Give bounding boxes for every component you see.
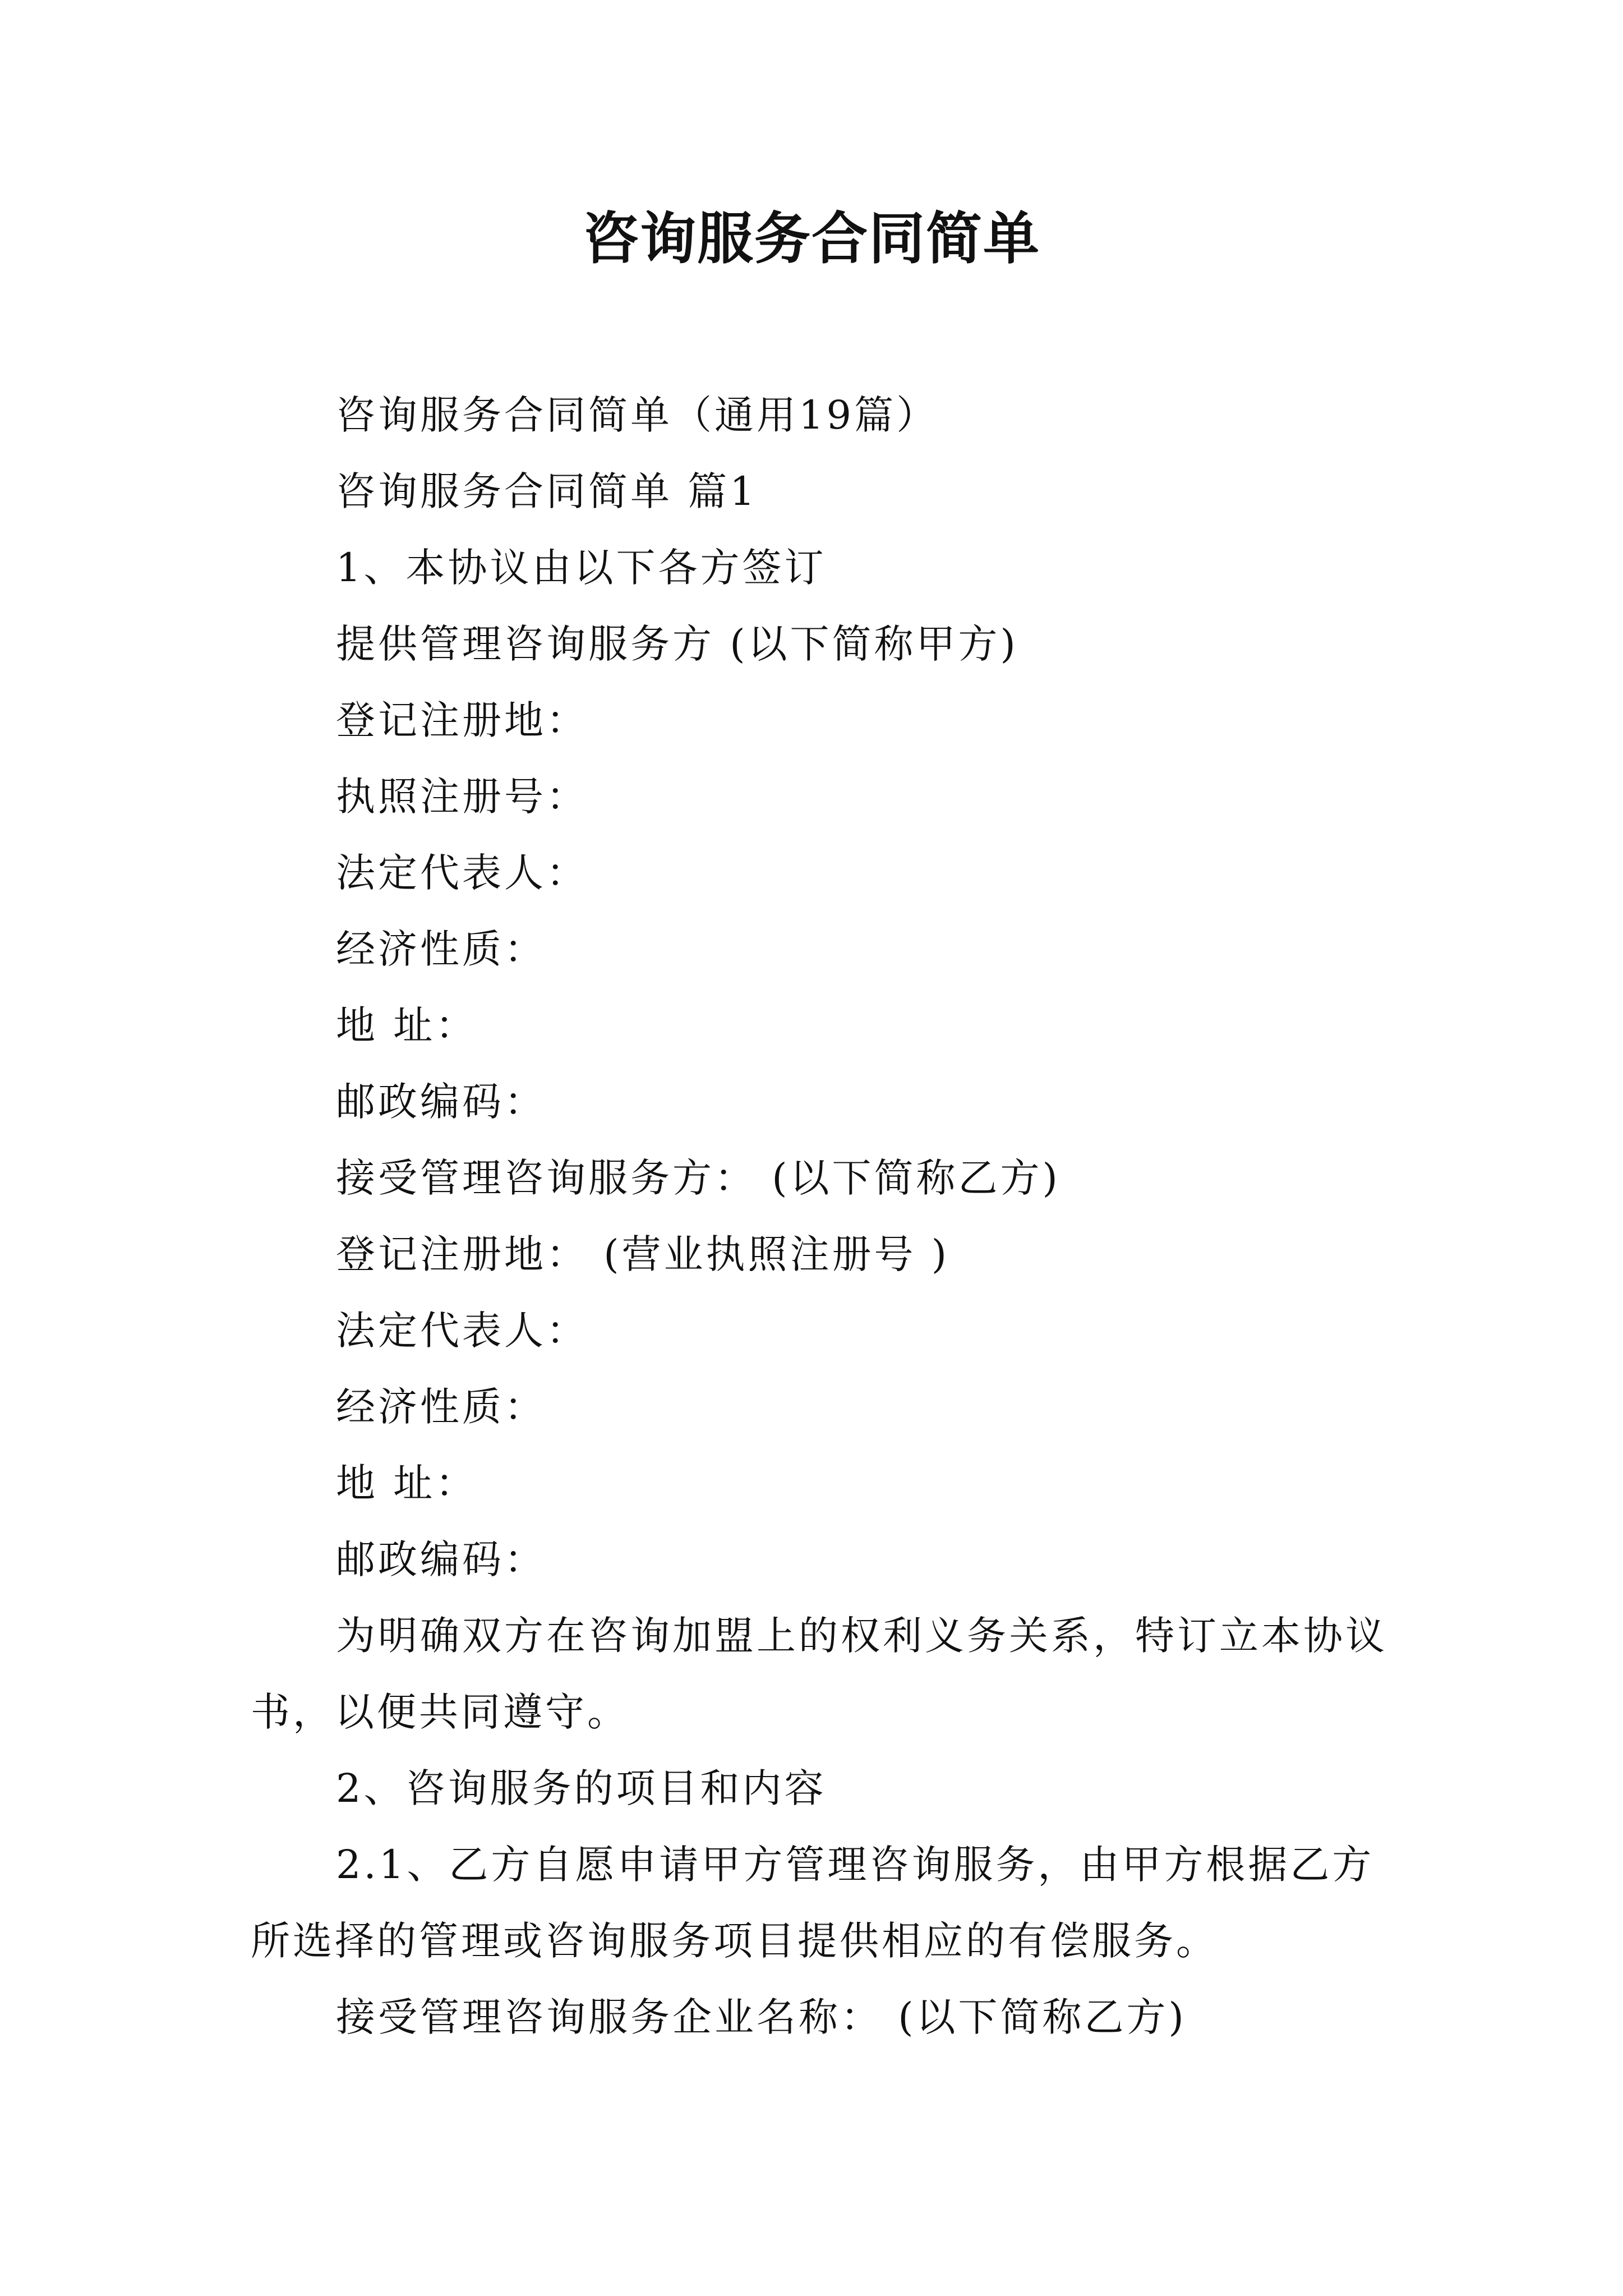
paragraph: 地 址：	[336, 1460, 478, 1506]
document-title: 咨询服务合同简单	[583, 205, 1040, 272]
paragraph: 2.1、乙方自愿申请甲方管理咨询服务，由甲方根据乙方所选择的管理或咨询服务项目提供相应的有偿服务。	[251, 1842, 1375, 1964]
paragraph: 法定代表人：	[336, 1308, 588, 1354]
paragraph: 为明确双方在咨询加盟上的权利义务关系，特订立本协议书，以便共同遵守。	[251, 1613, 1387, 1735]
paragraph: 法定代表人：	[336, 850, 588, 896]
paragraph: 邮政编码：	[336, 1536, 546, 1582]
paragraph: 接受管理咨询服务方： (以下简称乙方)	[336, 1155, 1061, 1201]
paragraph: 登记注册地：	[336, 697, 588, 743]
document-body	[251, 377, 1389, 2055]
paragraph: 经济性质：	[336, 1384, 546, 1430]
paragraph: 咨询服务合同简单（通用19篇）	[336, 392, 939, 438]
paragraph: 提供管理咨询服务方 (以下简称甲方)	[336, 621, 1018, 667]
paragraph: 2、咨询服务的项目和内容	[336, 1765, 827, 1811]
paragraph: 执照注册号：	[336, 774, 588, 820]
paragraph: 1、本协议由以下各方签订	[336, 545, 827, 591]
paragraph: 邮政编码：	[336, 1079, 546, 1125]
paragraph: 接受管理咨询服务企业名称： (以下简称乙方)	[336, 1994, 1187, 2040]
paragraph: 地 址：	[336, 1002, 478, 1048]
paragraph: 登记注册地： (营业执照注册号 )	[336, 1231, 950, 1277]
paragraph: 咨询服务合同简单 篇1	[336, 468, 758, 514]
paragraph: 经济性质：	[336, 926, 546, 972]
